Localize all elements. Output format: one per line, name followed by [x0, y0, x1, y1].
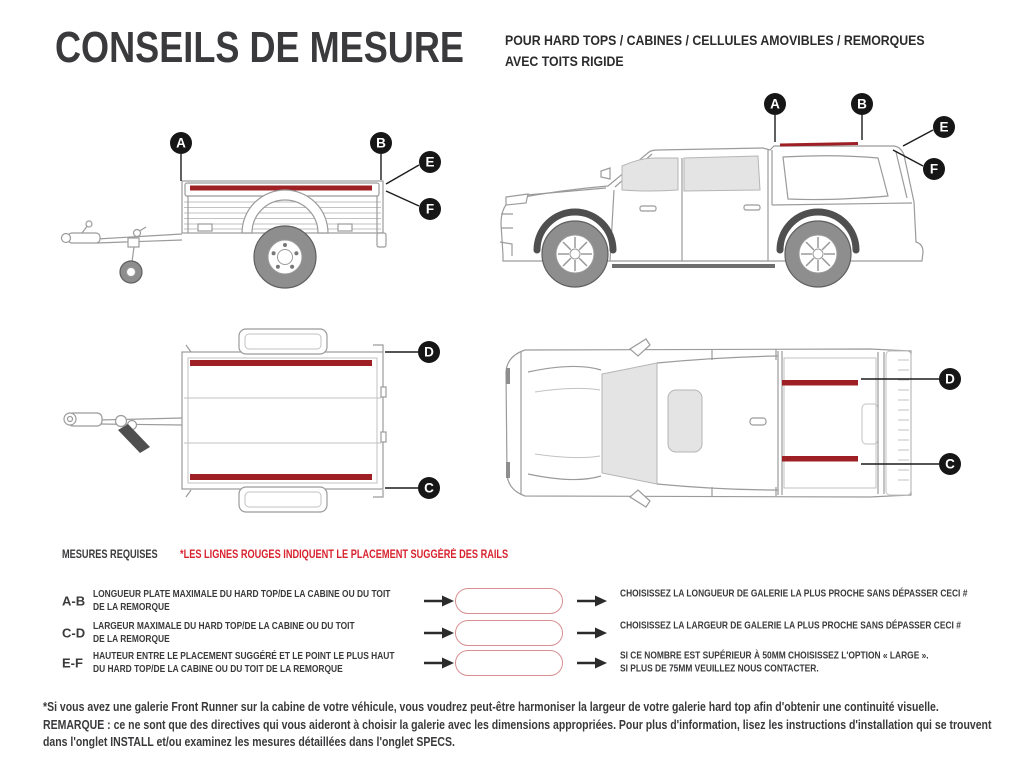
- marker-e-truck: [903, 116, 955, 146]
- measurements-heading: MESURES REQUISES: [62, 549, 158, 561]
- trailer-top-view: [64, 329, 440, 512]
- footnote: [43, 699, 1024, 752]
- row-result: CHOISISSEZ LA LARGEUR DE GALERIE LA PLUS PROCHE SANS DÉPASSER CECI #: [620, 619, 961, 631]
- row-key: C-D: [62, 625, 86, 640]
- svg-text:D: D: [945, 371, 955, 387]
- svg-text:A: A: [176, 135, 186, 151]
- subtitle-line-2: AVEC TOITS RIGIDE: [505, 53, 624, 69]
- rail-stripe-truck-side: [780, 144, 858, 146]
- marker-a-trailer: [170, 132, 192, 181]
- measurement-input-ef[interactable]: [455, 650, 563, 676]
- row-result: SI CE NOMBRE EST SUPÉRIEUR À 50MM CHOISISSEZ L'OPTION « LARGE ». SI PLUS DE 75MM VEUILLEZ NOUS CONTACTER.: [620, 649, 929, 675]
- svg-text:B: B: [857, 96, 867, 112]
- trailer-side-view: [62, 132, 442, 288]
- row-result: CHOISISSEZ LA LONGUEUR DE GALERIE LA PLUS PROCHE SANS DÉPASSER CECI #: [620, 587, 968, 599]
- rail-stripe-truck-top-1: [782, 380, 858, 386]
- page-title: CONSEILS DE MESURE: [55, 23, 464, 72]
- svg-text:F: F: [425, 201, 435, 217]
- arrow-right-icon: [424, 627, 454, 639]
- arrow-right-icon: [577, 595, 607, 607]
- marker-f-trailer: [386, 191, 441, 220]
- footnote-line-2: REMARQUE : ce ne sont que des directives qui vous aideront à choisir la galerie avec les dimensions appropriées. Pour plus d'information, lisez les instructions d'installation qui se trouvent: [43, 717, 992, 732]
- arrow-right-icon: [424, 595, 454, 607]
- row-description: LARGEUR MAXIMALE DU HARD TOP/DE LA CABINE OU DU TOIT DE LA REMORQUE: [93, 619, 355, 645]
- rail-stripe-trailer-top-1: [190, 360, 372, 366]
- footnote-line-3: dans l'onglet INSTALL et/ou examinez les mesures détaillées dans l'onglet SPECS.: [43, 735, 455, 749]
- red-lines-note: *LES LIGNES ROUGES INDIQUENT LE PLACEMENT SUGGÉRÉ DES RAILS: [180, 549, 509, 561]
- row-key: E-F: [62, 655, 83, 670]
- svg-text:E: E: [425, 154, 435, 170]
- measurement-row-ab: [0, 585, 1024, 616]
- measurement-row-ef: [0, 647, 1024, 678]
- measurement-row-cd: [0, 617, 1024, 648]
- row-description: HAUTEUR ENTRE LE PLACEMENT SUGGÉRÉ ET LE POINT LE PLUS HAUT DU HARD TOP/DE LA CABINE OU DU TOIT DE LA REMORQUE: [93, 649, 395, 675]
- rail-stripe-trailer-top-2: [190, 474, 372, 480]
- arrow-right-icon: [577, 657, 607, 669]
- measurement-input-ab[interactable]: [455, 588, 563, 614]
- svg-text:A: A: [770, 96, 780, 112]
- arrow-right-icon: [577, 627, 607, 639]
- marker-b-truck: [851, 93, 873, 140]
- footnote-line-1: *Si vous avez une galerie Front Runner sur la cabine de votre véhicule, vous voudrez peut-être harmoniser la largeur de votre galerie hard top afin d'obtenir une continuité visuelle.: [43, 700, 939, 714]
- svg-text:E: E: [939, 119, 949, 135]
- marker-e-trailer: [386, 151, 441, 184]
- subtitle-line-1: POUR HARD TOPS / CABINES / CELLULES AMOVIBLES / REMORQUES: [505, 32, 925, 48]
- measurement-input-cd[interactable]: [455, 620, 563, 646]
- row-key: A-B: [62, 593, 86, 608]
- svg-text:B: B: [376, 135, 386, 151]
- marker-d-trailer: [385, 341, 440, 363]
- truck-side-view: [500, 93, 955, 287]
- marker-b-trailer: [370, 132, 392, 180]
- rail-stripe-truck-top-2: [782, 456, 858, 462]
- svg-text:D: D: [424, 344, 434, 360]
- truck-top-view: [506, 339, 961, 507]
- row-description: LONGUEUR PLATE MAXIMALE DU HARD TOP/DE LA CABINE OU DU TOIT DE LA REMORQUE: [93, 587, 391, 613]
- svg-text:F: F: [929, 161, 939, 177]
- marker-a-truck: [764, 93, 786, 142]
- arrow-right-icon: [424, 657, 454, 669]
- svg-text:C: C: [945, 456, 955, 472]
- svg-text:C: C: [424, 480, 434, 496]
- marker-c-trailer: [385, 477, 440, 499]
